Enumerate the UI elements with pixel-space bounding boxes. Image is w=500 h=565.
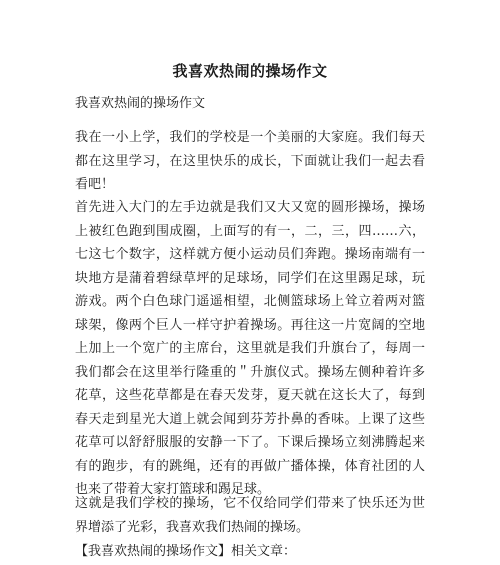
paragraph-conclusion: 这就是我们学校的操场，它不仅给同学们带来了快乐还为世界增添了光彩，我喜欢我们热闹的操场。 (75, 496, 425, 535)
related-articles-link[interactable]: 【我喜欢热闹的操场作文】相关文章： (75, 544, 297, 559)
document-subtitle: 我喜欢热闹的操场作文 (75, 96, 206, 111)
paragraph-intro: 我在一小上学，我们的学校是一个美丽的大家庭。我们每天都在这里学习，在这里快乐的成长，下面就让我们一起去看看吧！ (75, 130, 425, 192)
paragraph-body: 首先进入大门的左手边就是我们又大又宽的圆形操场，操场上被红色跑到围成圈，上面写的有一，二，三，四……六，七这七个数字，这样就方便小运动员们奔跑。操场南端有一块地方是蒲着碧绿草坪的足球场，同学们在这里踢足球，玩游戏。两个白色球门遥遥相望，北侧篮球场上耸立着两对篮球架，像两个巨人一样守护着操场。再往这一片宽阔的空地上加上一个宽广的主席台，这里就是我们升旗台了，每周一我们都会在这里举行隆重的＂升旗仪式。操场左侧种着许多花草，这些花草都是在春天发芽，夏天就在这长大了，每到春天走到星光大道上就会闻到芬芳扑鼻的香味。上课了这些花草可以舒舒服服的安静一下了。下课后操场立刻沸腾起来有的跑步，有的跳绳，还有的再做广播体操，体育社团的人也来了带着大家打篮球和踢足球。 (75, 200, 425, 497)
document-title: 我喜欢热闹的操场作文 (172, 62, 328, 80)
